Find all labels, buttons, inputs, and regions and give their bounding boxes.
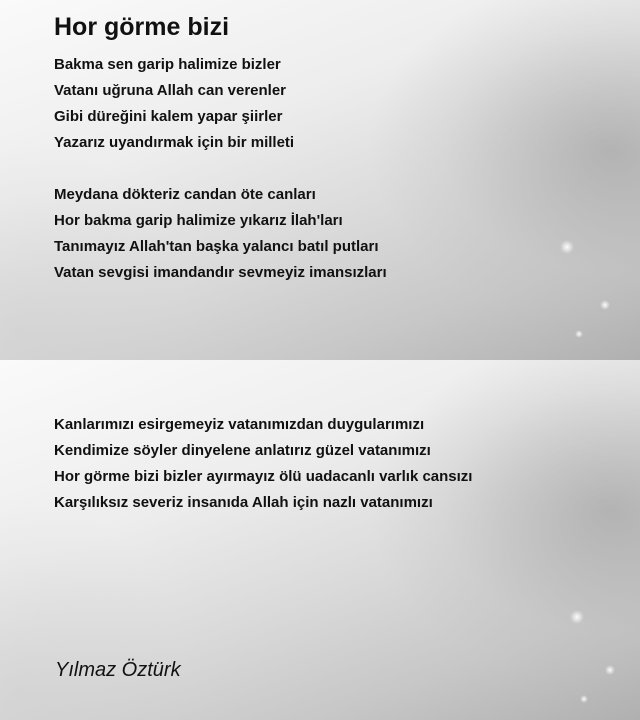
poem-line: Vatanı uğruna Allah can verenler xyxy=(54,82,287,99)
poem-line: Karşılıksız severiz insanıda Allah için nazlı vatanımızı xyxy=(54,494,433,511)
sparkle-decoration xyxy=(575,330,583,338)
sparkle-decoration xyxy=(560,240,574,254)
poem-line: Vatan sevgisi imandandır sevmeyiz imansızları xyxy=(54,264,387,281)
poem-line: Tanımayız Allah'tan başka yalancı batıl putları xyxy=(54,238,379,255)
poem-stanza xyxy=(54,412,472,516)
poem-line: Kendimize söyler dinyelene anlatırız güzel vatanımızı xyxy=(54,442,431,459)
poem-stanza xyxy=(54,52,294,156)
poem-stanza xyxy=(54,182,387,286)
poem-line: Kanlarımızı esirgemeyiz vatanımızdan duygularımızı xyxy=(54,416,425,433)
poem-card-bottom xyxy=(0,360,640,720)
poem-line: Hor görme bizi bizler ayırmayız ölü uadacanlı varlık cansızı xyxy=(54,468,473,485)
poem-title: Hor görme bizi xyxy=(54,13,230,41)
poem-line: Meydana dökteriz candan öte canları xyxy=(54,186,316,203)
poem-line: Gibi düreğini kalem yapar şiirler xyxy=(54,108,283,125)
sparkle-decoration xyxy=(580,695,588,703)
sparkle-decoration xyxy=(605,665,615,675)
sparkle-decoration xyxy=(600,300,610,310)
poem-author: Yılmaz Öztürk xyxy=(55,659,181,681)
poem-line: Hor bakma garip halimize yıkarız İlah'ları xyxy=(54,212,343,229)
poem-line: Bakma sen garip halimize bizler xyxy=(54,56,281,73)
poem-line: Yazarız uyandırmak için bir milleti xyxy=(54,134,295,151)
sparkle-decoration xyxy=(570,610,584,624)
